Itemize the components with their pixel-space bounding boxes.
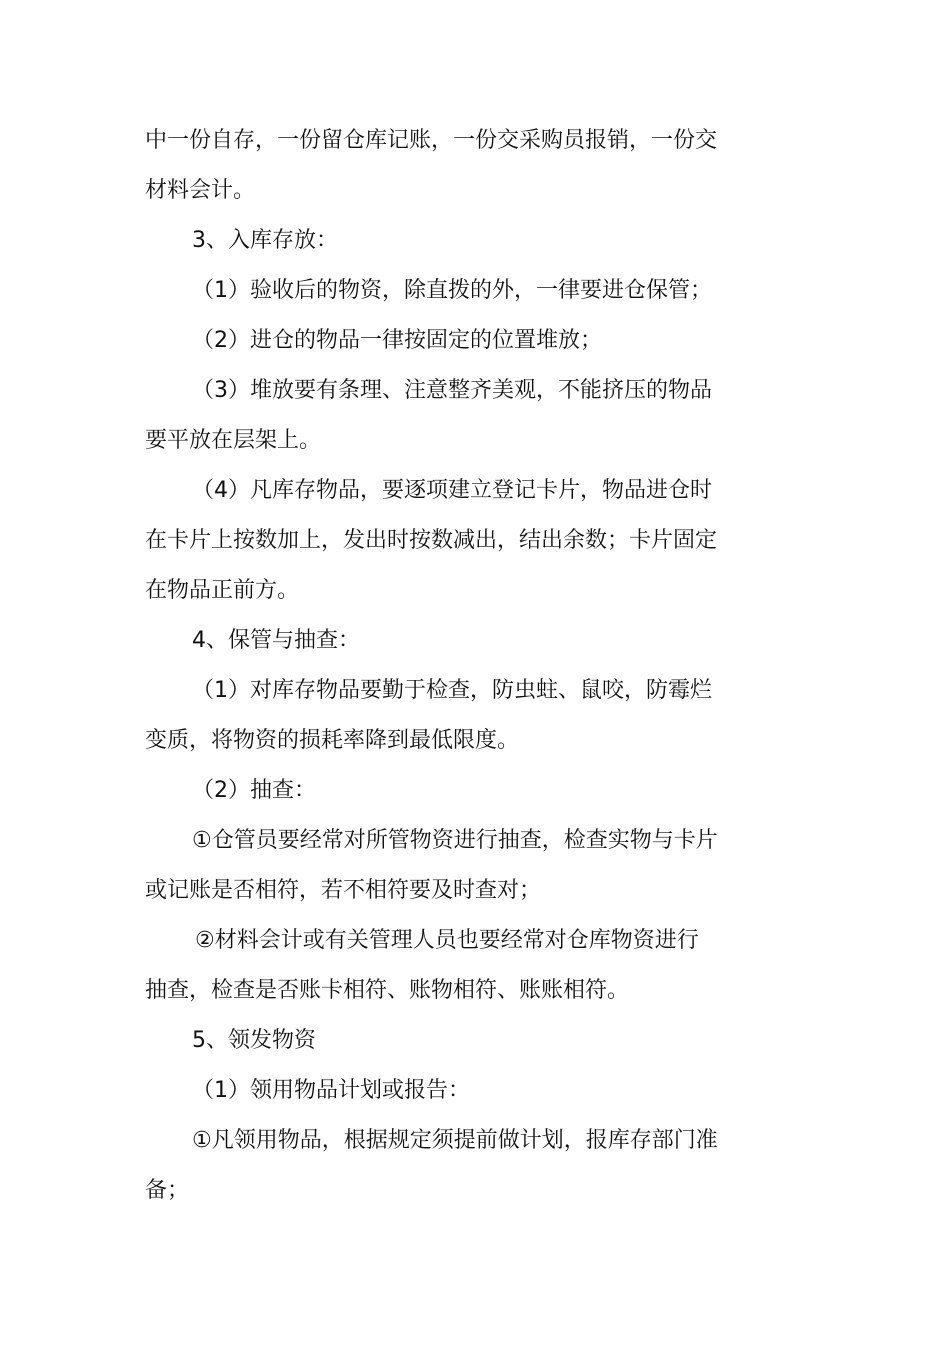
text-line: 在卡片上按数加上，发出时按数减出，结出余数；卡片固定 xyxy=(145,528,718,553)
text-line: （4）凡库存物品，要逐项建立登记卡片，物品进仓时 xyxy=(192,478,712,503)
text-line: （1）验收后的物资，除直拨的外，一律要进仓保管； xyxy=(192,278,712,303)
text-line: ②材料会计或有关管理人员也要经常对仓库物资进行 xyxy=(195,928,699,953)
section-heading: 5、领发物资 xyxy=(192,1028,316,1053)
text-line: （1）对库存物品要勤于检查，防虫蛀、鼠咬，防霉烂 xyxy=(192,678,712,703)
text-line: （2）进仓的物品一律按固定的位置堆放； xyxy=(192,328,602,353)
text-line: 变质，将物资的损耗率降到最低限度。 xyxy=(145,728,520,753)
text-line: 抽查，检查是否账卡相符、账物相符、账账相符。 xyxy=(145,978,630,1003)
text-line: 中一份自存，一份留仓库记账，一份交采购员报销，一份交 xyxy=(145,128,718,153)
text-line: 在物品正前方。 xyxy=(145,578,300,603)
text-line: 备； xyxy=(145,1178,190,1203)
section-heading: 3、入库存放： xyxy=(192,228,338,253)
text-line: 要平放在层架上。 xyxy=(145,428,322,453)
section-heading: 4、保管与抽查： xyxy=(192,628,360,653)
text-line: （1）领用物品计划或报告： xyxy=(192,1078,470,1103)
text-line: ①仓管员要经常对所管物资进行抽查，检查实物与卡片 xyxy=(192,828,718,853)
text-line: 材料会计。 xyxy=(145,178,256,203)
text-line: （3）堆放要有条理、注意整齐美观，不能挤压的物品 xyxy=(192,378,712,403)
text-line: ①凡领用物品，根据规定须提前做计划，报库存部门准 xyxy=(192,1128,718,1153)
text-line: （2）抽查： xyxy=(192,778,316,803)
text-line: 或记账是否相符，若不相符要及时查对； xyxy=(145,878,542,903)
